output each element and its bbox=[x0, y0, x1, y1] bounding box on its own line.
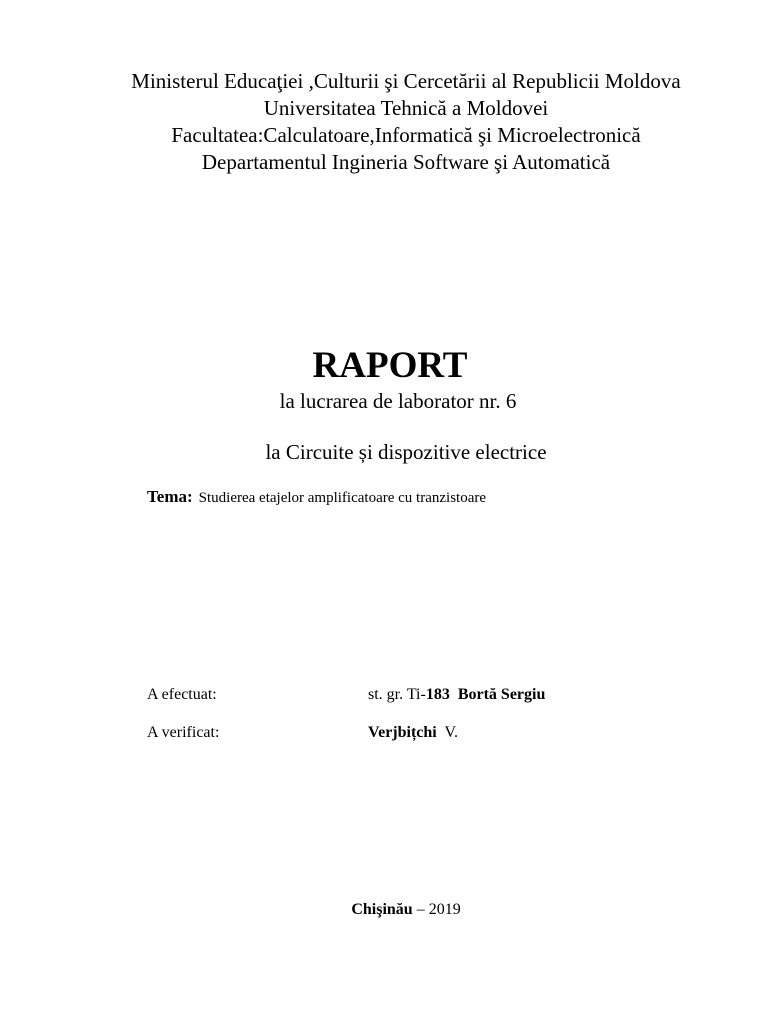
student-name: Bortă Sergiu bbox=[457, 686, 546, 703]
performed-by-label: A efectuat: bbox=[147, 686, 217, 703]
verified-by-value bbox=[368, 722, 458, 744]
verified-by-label: A verificat: bbox=[147, 724, 220, 741]
lab-work-subtitle: la lucrarea de laborator nr. 6 bbox=[279, 389, 517, 413]
group-number: 183 bbox=[425, 686, 450, 703]
city-name: Chişinău bbox=[351, 901, 413, 918]
topic-text: Studierea etajelor amplificatoare cu tranzistoare bbox=[198, 490, 487, 506]
topic-label: Tema: bbox=[147, 487, 193, 506]
institution-header bbox=[0, 68, 768, 176]
university-line: Universitatea Tehnică a Moldovei bbox=[263, 96, 549, 120]
faculty-line: Facultatea:Calculatoare,Informatică şi Microelectronică bbox=[171, 123, 641, 147]
department-line: Departamentul Ingineria Software şi Automatică bbox=[201, 150, 611, 174]
group-prefix: st. gr. Ti- bbox=[368, 686, 426, 703]
topic-line bbox=[147, 486, 486, 509]
ministry-line: Ministerul Educaţiei ,Culturii şi Cercetării al Republicii Moldova bbox=[131, 69, 681, 93]
footer-separator: – bbox=[412, 901, 429, 918]
teacher-initial: V. bbox=[444, 724, 458, 741]
report-title: RAPORT bbox=[312, 345, 468, 386]
place-and-year bbox=[0, 899, 768, 921]
performed-by-value bbox=[368, 684, 545, 706]
course-subtitle: la Circuite și dispozitive electrice bbox=[265, 440, 547, 464]
year: 2019 bbox=[428, 901, 461, 918]
teacher-surname: Verjbițchi bbox=[368, 724, 437, 741]
